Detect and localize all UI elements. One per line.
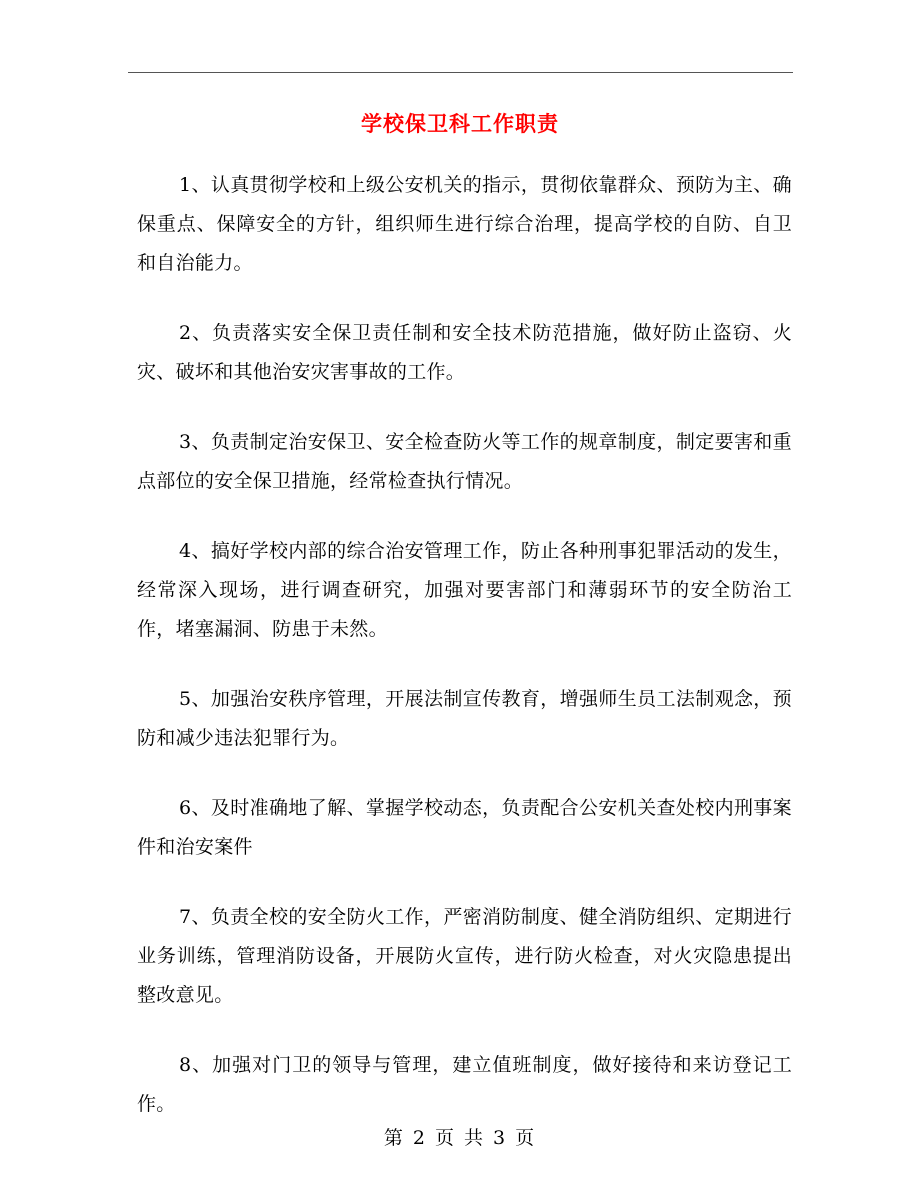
document-title: 学校保卫科工作职责 xyxy=(361,111,559,136)
paragraph-5: 5、加强治安秩序管理，开展法制宣传教育，增强师生员工法制观念，预防和减少违法犯罪行为。 xyxy=(137,688,792,749)
paragraph-1: 1、认真贯彻学校和上级公安机关的指示，贯彻依靠群众、预防为主、确保重点、保障安全的方针，组织师生进行综合治理，提高学校的自防、自卫和自治能力。 xyxy=(137,174,792,274)
page-number-footer: 第 2 页 共 3 页 xyxy=(383,1127,537,1149)
paragraph-4: 4、搞好学校内部的综合治安管理工作，防止各种刑事犯罪活动的发生，经常深入现场，进行调查研究，加强对要害部门和薄弱环节的安全防治工作，堵塞漏洞、防患于未然。 xyxy=(137,540,792,640)
paragraph-8: 8、加强对门卫的领导与管理，建立值班制度，做好接待和来访登记工作。 xyxy=(137,1054,792,1115)
paragraph-7: 7、负责全校的安全防火工作，严密消防制度、健全消防组织、定期进行业务训练，管理消防设备，开展防火宣传，进行防火检查，对火灾隐患提出整改意见。 xyxy=(137,906,792,1006)
paragraph-2: 2、负责落实安全保卫责任制和安全技术防范措施，做好防止盗窃、火灾、破坏和其他治安灾害事故的工作。 xyxy=(137,322,792,383)
paragraph-6: 6、及时准确地了解、掌握学校动态，负责配合公安机关查处校内刑事案件和治安案件 xyxy=(137,797,792,858)
document-body xyxy=(137,166,792,1155)
paragraph-3: 3、负责制定治安保卫、安全检查防火等工作的规章制度，制定要害和重点部位的安全保卫措施，经常检查执行情况。 xyxy=(137,431,792,492)
header-divider xyxy=(128,72,793,73)
